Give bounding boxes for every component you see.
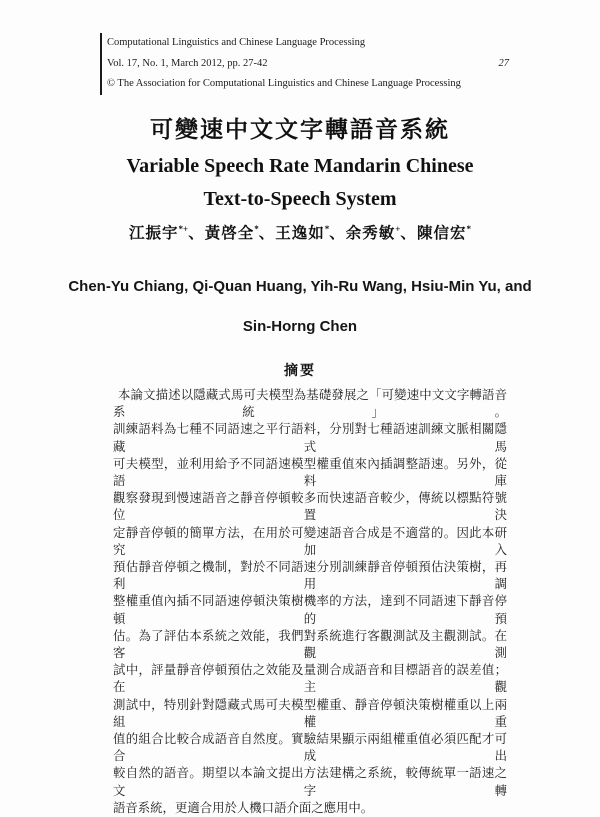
authors-english-line2: Sin-Horng Chen bbox=[242, 318, 358, 335]
abstract-line: 較自然的語音。期望以本論文提出方法建構之系統，較傳統單一語速之文字轉 bbox=[113, 766, 507, 798]
author-affiliation-marker: * bbox=[466, 223, 471, 234]
abstract-line: 預估靜音停頓之機制，對於不同語速分別訓練靜音停頓預估決策樹，再利用調 bbox=[113, 560, 507, 592]
authors-chinese bbox=[0, 221, 600, 243]
paper-title-english bbox=[0, 150, 600, 216]
authors-english-line1: Chen-Yu Chiang, Qi-Quan Huang, Yih-Ru Wang, Hsiu-Min Yu, and bbox=[68, 278, 532, 295]
author-zh: 余秀敏 bbox=[345, 225, 396, 242]
author-separator: 、 bbox=[188, 225, 205, 242]
abstract-line: 觀察發現到慢速語音之靜音停頓較多而快速語音較少，傳統以標點符號位置決 bbox=[113, 491, 507, 523]
journal-header bbox=[100, 33, 511, 95]
author-zh: 王逸如 bbox=[275, 225, 325, 242]
abstract-line-clipped: 語音系統，更適合用於人機口語介面之應用中。 bbox=[113, 800, 374, 815]
author-separator: 、 bbox=[329, 225, 346, 242]
abstract-line: 值的組合比較合成語音自然度。實驗結果顯示兩組權重值必須匹配才可合成出 bbox=[113, 732, 507, 764]
abstract-line: 本論文描述以隱藏式馬可夫模型為基礎發展之「可變速中文文字轉語音系統」。 bbox=[113, 388, 507, 420]
author-separator: 、 bbox=[258, 225, 276, 242]
journal-name: Computational Linguistics and Chinese Language Processing bbox=[107, 37, 366, 48]
page-number: 27 bbox=[498, 57, 509, 69]
abstract-line: 訓練語料為七種不同語速之平行語料，分別對七種語速訓練文脈相關隱藏式馬 bbox=[113, 422, 507, 454]
abstract-line: 可夫模型，並利用給予不同語速模型權重值來內插調整語速。另外，從語料庫 bbox=[113, 456, 507, 489]
paper-title-chinese: 可變速中文文字轉語音系統 bbox=[150, 117, 450, 142]
author-separator: 、 bbox=[400, 225, 417, 242]
abstract-body bbox=[113, 387, 507, 817]
issue-info: Vol. 17, No. 1, March 2012, pp. 27-42 bbox=[107, 57, 268, 69]
author-zh: 江振宇 bbox=[129, 225, 179, 242]
abstract-line: 定靜音停頓的簡單方法，在用於可變速語音合成是不適當的。因此本研究加入 bbox=[113, 525, 507, 557]
paper-title-english-line1: Variable Speech Rate Mandarin Chinese bbox=[126, 155, 474, 177]
issue-line bbox=[107, 54, 511, 75]
paper-title-english-line2: Text-to-Speech System bbox=[203, 188, 397, 210]
author-affiliation-marker: * bbox=[324, 223, 330, 234]
abstract-line: 測試中，特別針對隱藏式馬可夫模型權重、靜音停頓決策樹權重以上兩組權重 bbox=[113, 697, 507, 729]
author-affiliation-marker: * bbox=[254, 223, 259, 234]
abstract-line: 試中，評量靜音停頓預估之效能及量測合成語音和目標語音的誤差值；在主觀 bbox=[113, 663, 507, 695]
abstract-line: 整權重值內插不同語速停頓決策樹機率的方法，達到不同語速下靜音停頓的預 bbox=[113, 594, 507, 626]
abstract-heading: 摘要 bbox=[284, 364, 316, 379]
author-zh: 陳信宏 bbox=[416, 225, 467, 242]
author-zh: 黃啓全 bbox=[204, 225, 255, 242]
author-affiliation-marker: + bbox=[395, 223, 401, 234]
abstract-line: 估。為了評估本系統之效能，我們對系統進行客觀測試及主觀測試。在客觀測 bbox=[113, 628, 507, 661]
copyright-line: © The Association for Computational Linguistics and Chinese Language Processing bbox=[107, 78, 461, 89]
author-affiliation-marker: *+ bbox=[178, 223, 189, 234]
